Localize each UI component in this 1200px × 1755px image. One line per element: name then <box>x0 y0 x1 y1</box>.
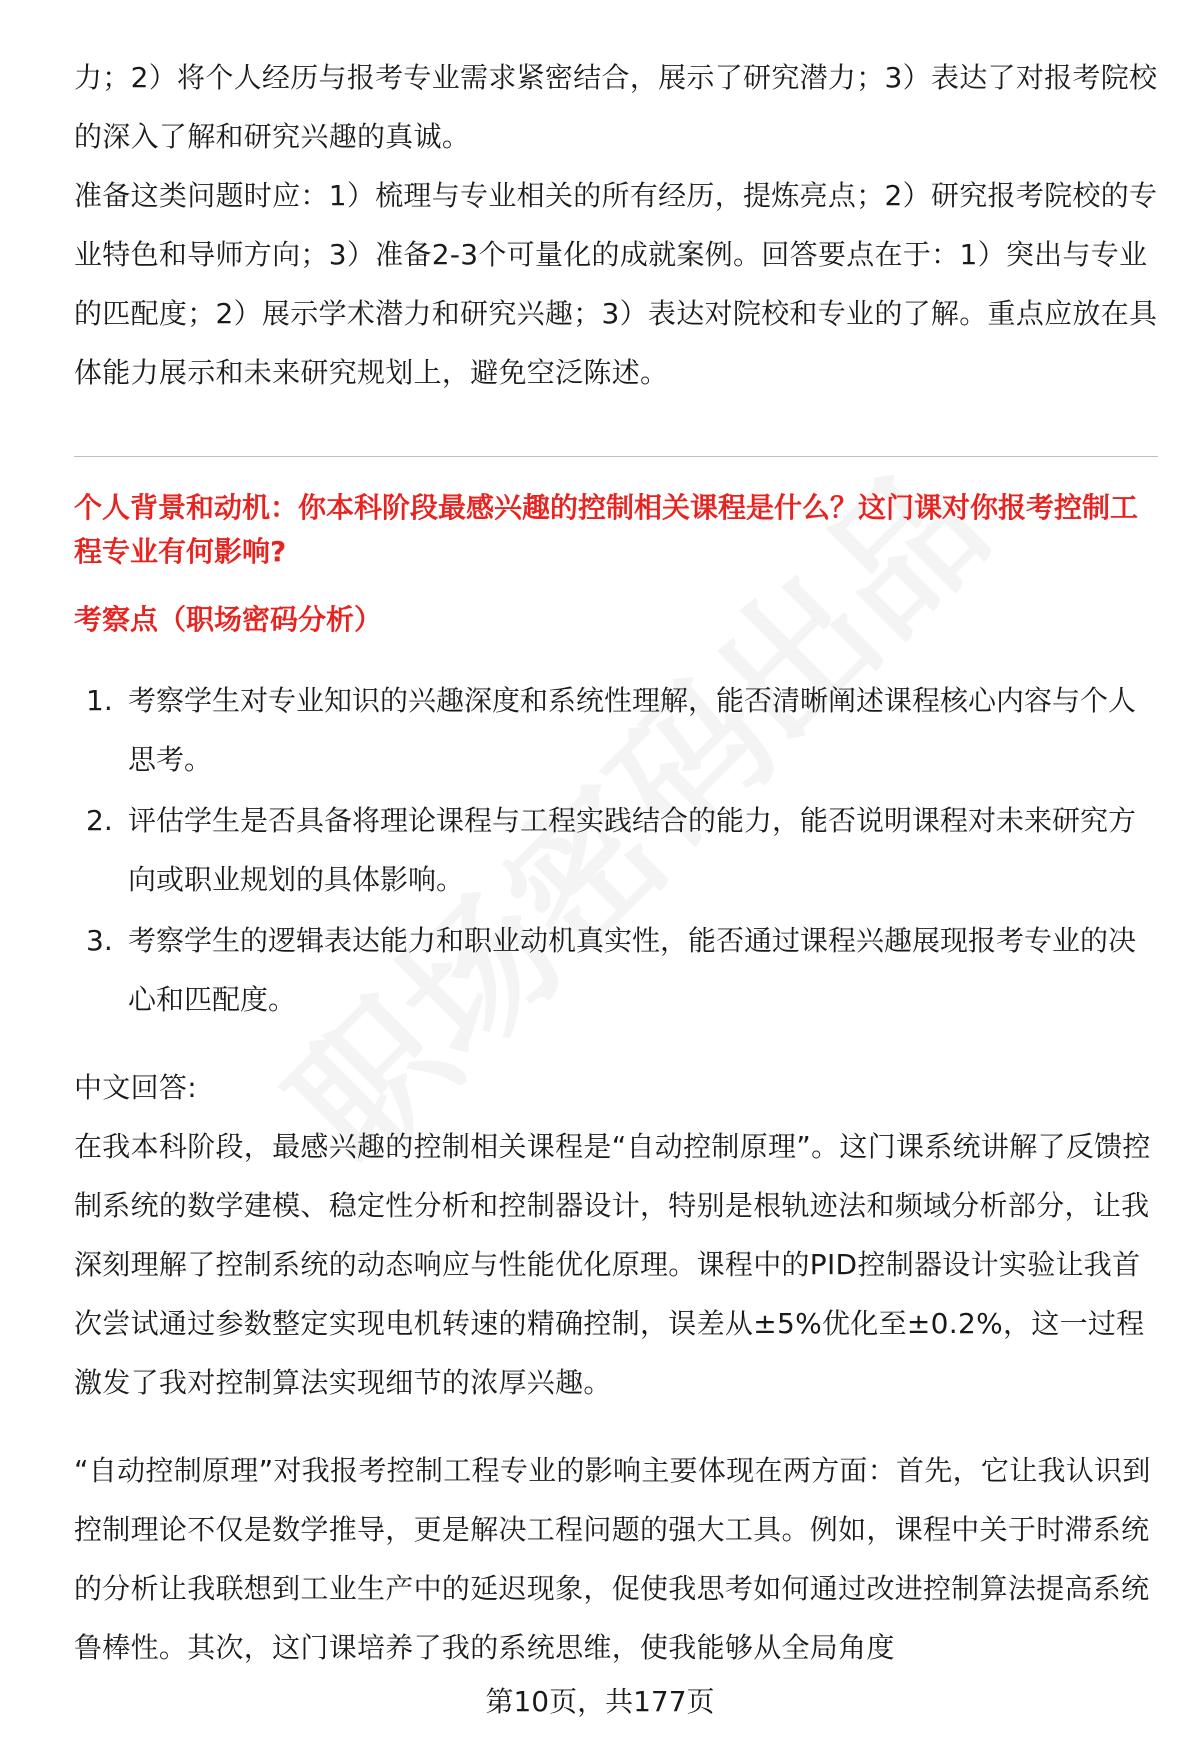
list-item-text: 评估学生是否具备将理论课程与工程实践结合的能力，能否说明课程对未来研究方向或职业规划的具体影响。 <box>128 804 1137 896</box>
answer-paragraph-2: “自动控制原理”对我报考控制工程专业的影响主要体现在两方面：首先，它让我认识到控制理论不仅是数学推导，更是解决工程问题的强大工具。例如，课程中关于时滞系统的分析让我联想到工业生产中的延迟现象，促使我思考如何通过改进控制算法提高系统鲁棒性。其次，这门课培养了我的系统思维，使我能够从全局角度 <box>74 1454 1151 1664</box>
answer-paragraph-1: 在我本科阶段，最感兴趣的控制相关课程是“自动控制原理”。这门课系统讲解了反馈控制系统的数学建模、稳定性分析和控制器设计，特别是根轨迹法和频域分析部分，让我深刻理解了控制系统的动态响应与性能优化原理。课程中的PID控制器设计实验让我首次尝试通过参数整定实现电机转速的精确控制，误差从±5%优化至±0.2%，这一过程激发了我对控制算法实现细节的浓厚兴趣。 <box>74 1130 1151 1399</box>
page-number: 第10页，共177页 <box>485 1685 715 1718</box>
list-item-number: 1. <box>86 684 113 717</box>
section-divider <box>74 456 1158 457</box>
intro-section <box>74 48 1158 402</box>
list-item-number: 2. <box>86 804 113 837</box>
question-title: 个人背景和动机：你本科阶段最感兴趣的控制相关课程是什么？这门课对你报考控制工程专业有何影响? <box>74 491 1139 568</box>
assessment-points-list <box>74 671 1158 1031</box>
list-item-number: 3. <box>86 924 113 957</box>
answer-section <box>74 1058 1158 1677</box>
intro-paragraph-2: 准备这类问题时应：1）梳理与专业相关的所有经历，提炼亮点；2）研究报考院校的专业特色和导师方向；3）准备2-3个可量化的成就案例。回答要点在于：1）突出与专业的匹配度；2）展示学术潜力和研究兴趣；3）表达对院校和专业的了解。重点应放在具体能力展示和未来研究规划上，避免空泛陈述。 <box>74 179 1158 389</box>
answer-heading: 中文回答: <box>74 1071 197 1104</box>
list-item <box>74 671 1158 789</box>
list-item-text: 考察学生的逻辑表达能力和职业动机真实性，能否通过课程兴趣展现报考专业的决心和匹配度。 <box>128 924 1137 1016</box>
list-item-text: 考察学生对专业知识的兴趣深度和系统性理解，能否清晰阐述课程核心内容与个人思考。 <box>128 684 1137 776</box>
points-heading: 考察点（职场密码分析） <box>74 603 383 636</box>
intro-paragraph-1: 力；2）将个人经历与报考专业需求紧密结合，展示了研究潜力；3）表达了对报考院校的深入了解和研究兴趣的真诚。 <box>74 61 1158 153</box>
list-item <box>74 791 1158 909</box>
list-item <box>74 911 1158 1029</box>
